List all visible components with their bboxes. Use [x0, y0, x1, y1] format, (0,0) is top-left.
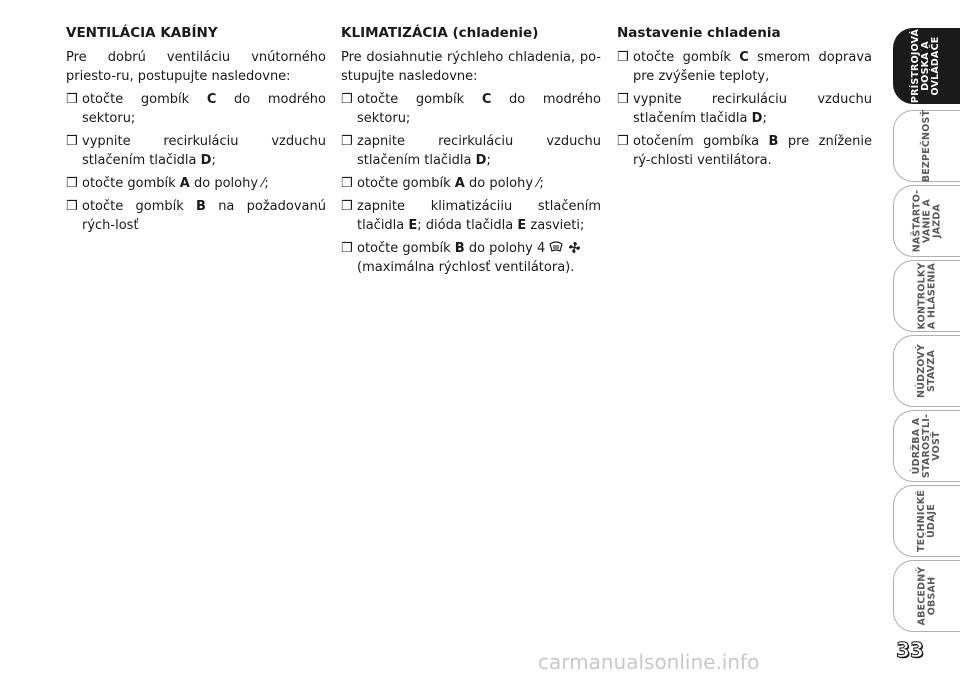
list-item: ❒ otočte gombík A do polohy ⁄;: [341, 176, 544, 191]
bullet-icon: ❒: [66, 199, 78, 214]
list-item: ❒ zapnite klimatizáciiu stlačením tlačidla E; dióda tlačidla E zasvieti;: [341, 199, 601, 233]
tab-warnings-messages[interactable]: KONTROLKY A HLÁSENIA: [893, 260, 960, 332]
tab-starting-driving[interactable]: NAŠTARTO- VANIE A JAZDA: [893, 185, 960, 257]
bullet-icon: ❒: [617, 134, 629, 149]
list-item: ❒ otočte gombík B na požadovanú rých-losť: [66, 199, 326, 233]
intro-text: Pre dosiahnutie rýchleho chladenia, po-stupujte nasledovne:: [341, 50, 601, 84]
heading-cooling-adjustment: Nastavenie chladenia: [617, 25, 781, 41]
tab-maintenance[interactable]: ÚDRŽBA A STAROSTLI- VOSŤ: [893, 410, 960, 482]
tab-technical-data[interactable]: TECHNICKÉ ÚDAJE: [893, 485, 960, 557]
bullet-icon: ❒: [341, 199, 353, 214]
watermark: carmanualsonline.info: [538, 650, 760, 674]
list-item: ❒ otočte gombík A do polohy ⁄;: [66, 176, 269, 191]
bullet-icon: ❒: [341, 241, 353, 256]
bullet-icon: ❒: [66, 134, 78, 149]
bullet-icon: ❒: [341, 92, 353, 107]
tab-dashboard-controls[interactable]: PRÍSTROJOVÁ DOSKA A OVLÁDAČE: [893, 28, 960, 104]
list-item: ❒ vypnite recirkuláciu vzduchu stlačením tlačidla D;: [66, 134, 326, 168]
list-item: ❒ otočte gombík B do polohy 4 (maximálna rýchlosť ventilátora).: [341, 239, 601, 277]
windshield-defrost-icon: [549, 241, 563, 253]
bullet-icon: ❒: [341, 176, 353, 191]
bullet-icon: ❒: [341, 134, 353, 149]
section-air-conditioning: [341, 24, 601, 281]
intro-text: Pre dobrú ventiláciu vnútorného priesto-ru, postupujte nasledovne:: [66, 50, 326, 84]
bullet-icon: ❒: [66, 176, 78, 191]
list-item: ❒ otočte gombík C do modrého sektoru;: [341, 92, 601, 126]
section-cooling-adjustment: [617, 24, 872, 174]
heading-air-conditioning: KLIMATIZÁCIA (chladenie): [341, 25, 539, 41]
bullet-icon: ❒: [66, 92, 78, 107]
list-item: ❒ otočte gombík C smerom doprava pre zvýšenie teploty,: [617, 50, 872, 84]
tab-index[interactable]: ABECEDNÝ OBSAH: [893, 560, 960, 632]
page-number: 33: [896, 638, 924, 662]
bullet-icon: ❒: [617, 92, 629, 107]
list-item: ❒ vypnite recirkuláciu vzduchu stlačením tlačidla D;: [617, 92, 872, 126]
list-item: ❒ otočte gombík C do modrého sektoru;: [66, 92, 326, 126]
fan-icon: [568, 241, 581, 254]
bullet-icon: ❒: [617, 50, 629, 65]
list-item: ❒ otočením gombíka B pre zníženie rý-chlosti ventilátora.: [617, 134, 872, 168]
tab-emergency[interactable]: NÚDZOVÝ STAVZA: [893, 335, 960, 407]
section-cabin-ventilation: [66, 24, 326, 239]
heading-cabin-ventilation: VENTILÁCIA KABÍNY: [66, 25, 218, 41]
list-item: ❒ zapnite recirkuláciu vzduchu stlačením tlačidla D;: [341, 134, 601, 168]
tab-safety[interactable]: BEZPEČNOSŤ: [893, 110, 960, 182]
